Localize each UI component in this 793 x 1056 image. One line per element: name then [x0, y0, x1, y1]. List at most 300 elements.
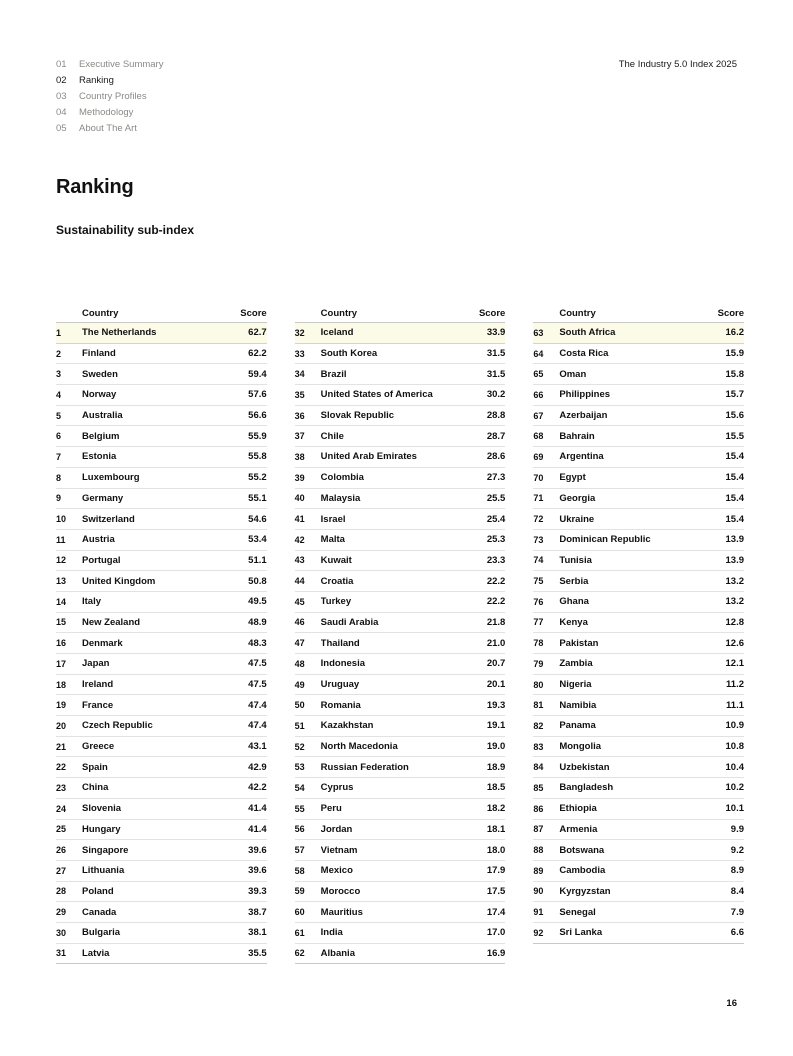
rank-value: 60	[294, 907, 305, 918]
score-value: 9.9	[730, 823, 745, 835]
country-name: Hungary	[82, 823, 121, 835]
score-value: 30.2	[486, 389, 506, 401]
score-value: 53.4	[248, 534, 267, 546]
table-row	[295, 695, 506, 716]
rank-value: 73	[533, 534, 544, 545]
country-name: Slovak Republic	[320, 410, 395, 422]
table-row	[533, 592, 744, 613]
rank-value: 34	[294, 369, 305, 380]
table-row	[533, 489, 744, 510]
table-row	[295, 323, 506, 344]
document-title: The Industry 5.0 Index 2025	[618, 59, 737, 70]
score-value: 20.1	[486, 679, 506, 691]
country-name: Malta	[320, 534, 345, 546]
rank-value: 45	[294, 596, 305, 607]
score-value: 62.2	[248, 348, 267, 360]
table-row	[533, 861, 744, 882]
score-value: 15.4	[725, 492, 745, 504]
rank-value: 82	[533, 720, 544, 731]
score-value: 13.2	[725, 596, 745, 608]
score-value: 18.0	[486, 844, 506, 856]
table-row	[295, 923, 506, 944]
table-row	[56, 737, 267, 758]
country-name: Botswana	[559, 844, 605, 856]
score-value: 15.7	[725, 389, 745, 401]
column-header-score: Score	[717, 308, 745, 319]
rank-value: 15	[56, 617, 67, 628]
toc-item-label: Ranking	[79, 75, 114, 86]
country-name: Mexico	[320, 865, 353, 877]
table-row	[56, 902, 267, 923]
rank-value: 47	[294, 638, 305, 649]
rank-value: 77	[533, 617, 544, 628]
score-value: 11.2	[726, 679, 745, 691]
score-value: 28.7	[486, 430, 506, 442]
country-name: Kenya	[559, 616, 588, 628]
page-title: Ranking	[56, 176, 134, 198]
rank-value: 11	[56, 534, 66, 545]
rank-value: 40	[294, 493, 305, 504]
country-name: Panama	[559, 720, 596, 732]
rank-value: 83	[533, 741, 544, 752]
score-value: 28.6	[486, 451, 506, 463]
column-header-country: Country	[320, 308, 358, 319]
score-value: 31.5	[486, 348, 506, 360]
table-row	[56, 613, 267, 634]
country-name: China	[82, 782, 109, 794]
rank-value: 65	[533, 369, 544, 380]
table-row	[295, 509, 506, 530]
country-name: Ghana	[559, 596, 589, 608]
table-row	[56, 571, 267, 592]
table-row	[533, 675, 744, 696]
score-value: 47.4	[248, 720, 267, 732]
score-value: 8.4	[730, 885, 745, 897]
country-name: Poland	[82, 885, 114, 897]
score-value: 47.4	[248, 699, 267, 711]
country-name: Albania	[320, 947, 355, 959]
country-name: Romania	[320, 699, 361, 711]
score-value: 16.9	[486, 947, 506, 959]
score-value: 47.5	[248, 679, 267, 691]
rank-value: 10	[56, 514, 67, 525]
country-name: Vietnam	[320, 844, 358, 856]
score-value: 21.0	[486, 637, 506, 649]
toc-item-label: Methodology	[79, 107, 134, 118]
toc-item-number: 02	[56, 75, 67, 86]
rank-value: 80	[533, 679, 544, 690]
country-name: Jordan	[320, 823, 353, 835]
country-name: Italy	[82, 596, 102, 608]
rank-value: 38	[294, 451, 305, 462]
rank-value: 91	[533, 907, 544, 918]
rank-value: 31	[56, 948, 67, 959]
country-name: Sri Lanka	[559, 927, 603, 939]
country-name: Namibia	[559, 699, 597, 711]
score-value: 11.1	[726, 699, 745, 711]
table-row	[56, 778, 267, 799]
table-row	[533, 820, 744, 841]
rank-value: 25	[56, 824, 67, 835]
score-value: 13.9	[725, 534, 745, 546]
table-row	[56, 447, 267, 468]
score-value: 35.5	[248, 947, 267, 959]
table-row	[295, 613, 506, 634]
table-row	[295, 675, 506, 696]
score-value: 59.4	[248, 368, 267, 380]
score-value: 54.6	[248, 513, 267, 525]
table-row	[295, 716, 506, 737]
table-row	[56, 944, 267, 965]
country-name: New Zealand	[82, 616, 141, 628]
rank-value: 33	[294, 348, 305, 359]
rank-value: 89	[533, 865, 544, 876]
country-name: Denmark	[82, 637, 123, 649]
toc-item-ranking[interactable]	[56, 73, 163, 89]
table-row	[533, 757, 744, 778]
rank-value: 28	[56, 886, 67, 897]
country-name: Philippines	[559, 389, 611, 401]
score-value: 39.6	[248, 865, 267, 877]
country-name: Zambia	[559, 658, 593, 670]
table-row	[533, 654, 744, 675]
table-row	[56, 344, 267, 365]
column-header-score: Score	[478, 308, 506, 319]
score-value: 48.3	[248, 637, 267, 649]
rank-value: 52	[294, 741, 305, 752]
table-row	[295, 551, 506, 572]
country-name: North Macedonia	[320, 741, 398, 753]
score-value: 12.8	[725, 616, 745, 628]
rank-value: 1	[56, 327, 62, 338]
rank-value: 48	[294, 658, 305, 669]
table-row	[533, 571, 744, 592]
table-row	[533, 840, 744, 861]
table-row	[533, 385, 744, 406]
rank-value: 74	[533, 555, 544, 566]
rank-value: 43	[294, 555, 305, 566]
rank-value: 24	[56, 803, 67, 814]
country-name: Kyrgyzstan	[559, 885, 611, 897]
country-name: Bulgaria	[82, 927, 121, 939]
rank-value: 9	[56, 493, 62, 504]
country-name: Russian Federation	[320, 761, 409, 773]
score-value: 17.4	[486, 906, 506, 918]
table-header-row	[56, 299, 267, 323]
table-row	[533, 406, 744, 427]
country-name: Kazakhstan	[320, 720, 374, 732]
column-header-country: Country	[559, 308, 596, 319]
rank-value: 42	[294, 534, 305, 545]
score-value: 55.9	[248, 430, 267, 442]
country-name: India	[320, 927, 343, 939]
score-value: 38.1	[248, 927, 267, 939]
table-row	[533, 364, 744, 385]
table-row	[295, 364, 506, 385]
score-value: 15.5	[725, 430, 745, 442]
rank-value: 5	[56, 410, 62, 421]
score-value: 16.2	[725, 327, 745, 339]
table-row	[56, 757, 267, 778]
country-name: Brazil	[320, 368, 347, 380]
rank-value: 66	[533, 389, 544, 400]
rank-value: 16	[56, 638, 67, 649]
score-value: 56.6	[248, 410, 267, 422]
score-value: 18.5	[486, 782, 506, 794]
country-name: Ukraine	[559, 513, 595, 525]
table-row	[56, 385, 267, 406]
rank-value: 53	[294, 762, 305, 773]
score-value: 13.2	[725, 575, 745, 587]
table-row	[56, 323, 267, 344]
table-row	[533, 778, 744, 799]
score-value: 15.4	[725, 513, 745, 525]
rank-value: 26	[56, 845, 67, 856]
rank-value: 44	[294, 576, 305, 587]
country-name: Uruguay	[320, 679, 360, 691]
country-name: Sweden	[82, 368, 118, 380]
table-row	[533, 447, 744, 468]
toc-item-executive-summary[interactable]	[56, 57, 163, 73]
score-value: 39.3	[248, 885, 267, 897]
page-number: 16	[726, 998, 737, 1009]
table-row	[295, 861, 506, 882]
country-name: Nigeria	[559, 679, 592, 691]
rank-value: 51	[294, 720, 305, 731]
toc-item-number: 04	[56, 107, 67, 118]
column-header-country: Country	[82, 308, 119, 319]
country-name: Armenia	[559, 823, 598, 835]
country-name: Uzbekistan	[559, 761, 610, 773]
country-name: Germany	[82, 492, 124, 504]
table-row	[56, 489, 267, 510]
country-name: Israel	[320, 513, 346, 525]
score-value: 15.6	[725, 410, 745, 422]
table-row	[533, 530, 744, 551]
rank-value: 75	[533, 576, 544, 587]
toc-item-methodology[interactable]	[56, 105, 163, 121]
table-row	[56, 654, 267, 675]
rank-value: 81	[533, 700, 544, 711]
table-row	[295, 778, 506, 799]
score-value: 28.8	[486, 410, 506, 422]
score-value: 21.8	[486, 616, 506, 628]
score-value: 55.1	[248, 492, 267, 504]
score-value: 18.9	[486, 761, 506, 773]
country-name: Portugal	[82, 554, 121, 566]
country-name: Croatia	[320, 575, 354, 587]
rank-value: 13	[56, 576, 67, 587]
table-row	[533, 426, 744, 447]
score-value: 55.2	[248, 472, 267, 484]
rank-value: 22	[56, 762, 67, 773]
rank-value: 59	[294, 886, 305, 897]
country-name: Georgia	[559, 492, 596, 504]
country-name: Argentina	[559, 451, 604, 463]
rank-value: 90	[533, 886, 544, 897]
score-value: 25.5	[486, 492, 506, 504]
table-row	[295, 799, 506, 820]
score-value: 31.5	[486, 368, 506, 380]
country-name: Dominican Republic	[559, 534, 651, 546]
score-value: 48.9	[248, 616, 267, 628]
country-name: Mongolia	[559, 741, 602, 753]
score-value: 47.5	[248, 658, 267, 670]
toc-item-country-profiles[interactable]	[56, 89, 163, 105]
rank-value: 54	[294, 782, 305, 793]
score-value: 38.7	[248, 906, 267, 918]
rank-value: 84	[533, 762, 544, 773]
rank-value: 50	[294, 700, 305, 711]
table-row	[533, 716, 744, 737]
table-row	[533, 695, 744, 716]
score-value: 12.1	[725, 658, 745, 670]
country-name: Japan	[82, 658, 110, 670]
rank-value: 3	[56, 369, 62, 380]
rank-value: 46	[294, 617, 305, 628]
rank-value: 8	[56, 472, 62, 483]
table-header-row	[533, 299, 744, 323]
country-name: Bangladesh	[559, 782, 614, 794]
country-name: Slovenia	[82, 803, 122, 815]
score-value: 10.9	[725, 720, 745, 732]
table-row	[295, 447, 506, 468]
score-value: 23.3	[486, 554, 506, 566]
score-value: 10.4	[725, 761, 745, 773]
table-row	[295, 757, 506, 778]
table-row	[533, 613, 744, 634]
table-row	[295, 882, 506, 903]
country-name: Austria	[82, 534, 115, 546]
table-row	[295, 571, 506, 592]
score-value: 41.4	[248, 803, 267, 815]
country-name: Ethiopia	[559, 803, 597, 815]
table-row	[56, 840, 267, 861]
score-value: 8.9	[730, 865, 745, 877]
score-value: 9.2	[730, 844, 745, 856]
table-row	[295, 489, 506, 510]
score-value: 42.2	[248, 782, 267, 794]
table-row	[56, 695, 267, 716]
rank-value: 58	[294, 865, 305, 876]
rank-value: 87	[533, 824, 544, 835]
table-row	[295, 944, 506, 965]
country-name: Luxembourg	[82, 472, 140, 484]
rank-value: 41	[294, 514, 305, 525]
rank-value: 35	[294, 389, 305, 400]
score-value: 39.6	[248, 844, 267, 856]
country-name: Pakistan	[559, 637, 599, 649]
table-row	[533, 551, 744, 572]
rank-value: 4	[56, 389, 62, 400]
rank-value: 67	[533, 410, 544, 421]
country-name: Kuwait	[320, 554, 352, 566]
rank-value: 62	[294, 948, 305, 959]
rank-value: 17	[56, 658, 67, 669]
score-value: 18.2	[486, 803, 506, 815]
score-value: 15.4	[725, 451, 745, 463]
score-value: 6.6	[730, 927, 745, 939]
table-row	[295, 592, 506, 613]
table-row	[533, 344, 744, 365]
rank-value: 92	[533, 927, 544, 938]
table-row	[56, 799, 267, 820]
table-row	[56, 820, 267, 841]
country-name: Saudi Arabia	[320, 616, 379, 628]
country-name: Finland	[82, 348, 116, 360]
table-row	[295, 344, 506, 365]
table-row	[295, 530, 506, 551]
rank-value: 21	[56, 741, 67, 752]
table-row	[533, 902, 744, 923]
score-value: 19.3	[486, 699, 506, 711]
country-name: Thailand	[320, 637, 360, 649]
rank-value: 70	[533, 472, 544, 483]
rank-value: 64	[533, 348, 544, 359]
country-name: United Kingdom	[82, 575, 156, 587]
score-value: 33.9	[486, 327, 506, 339]
table-row	[295, 654, 506, 675]
rank-value: 6	[56, 431, 62, 442]
score-value: 22.2	[486, 575, 506, 587]
toc-item-number: 05	[56, 123, 67, 134]
table-row	[56, 551, 267, 572]
score-value: 18.1	[486, 823, 506, 835]
table-row	[295, 468, 506, 489]
country-name: United States of America	[320, 389, 433, 401]
rank-value: 72	[533, 514, 544, 525]
table-row	[56, 426, 267, 447]
country-name: Senegal	[559, 906, 596, 918]
rank-value: 19	[56, 700, 67, 711]
rank-value: 32	[294, 327, 305, 338]
table-row	[56, 923, 267, 944]
rank-value: 85	[533, 782, 544, 793]
toc-item-label: About The Art	[79, 123, 137, 134]
score-value: 62.7	[248, 327, 267, 339]
rank-value: 20	[56, 720, 67, 731]
rank-value: 63	[533, 327, 544, 338]
score-value: 10.2	[725, 782, 745, 794]
toc-item-about-the-art[interactable]	[56, 121, 163, 137]
rank-value: 88	[533, 845, 544, 856]
country-name: Colombia	[320, 472, 364, 484]
score-value: 15.4	[725, 472, 745, 484]
score-value: 13.9	[725, 554, 745, 566]
score-value: 15.9	[725, 348, 745, 360]
ranking-table	[56, 299, 744, 964]
country-name: Czech Republic	[82, 720, 153, 732]
table-row	[56, 406, 267, 427]
country-name: Mauritius	[320, 906, 363, 918]
toc-item-number: 03	[56, 91, 67, 102]
country-name: Spain	[82, 761, 108, 773]
table-row	[533, 509, 744, 530]
rank-value: 2	[56, 348, 62, 359]
rank-value: 78	[533, 638, 544, 649]
score-value: 17.5	[486, 885, 506, 897]
ranking-column	[295, 299, 506, 964]
rank-value: 36	[294, 410, 305, 421]
country-name: Latvia	[82, 947, 110, 959]
rank-value: 23	[56, 782, 67, 793]
table-row	[56, 882, 267, 903]
score-value: 10.1	[725, 803, 745, 815]
ranking-column	[56, 299, 267, 964]
table-row	[56, 592, 267, 613]
rank-value: 27	[56, 865, 67, 876]
country-name: Morocco	[320, 885, 361, 897]
